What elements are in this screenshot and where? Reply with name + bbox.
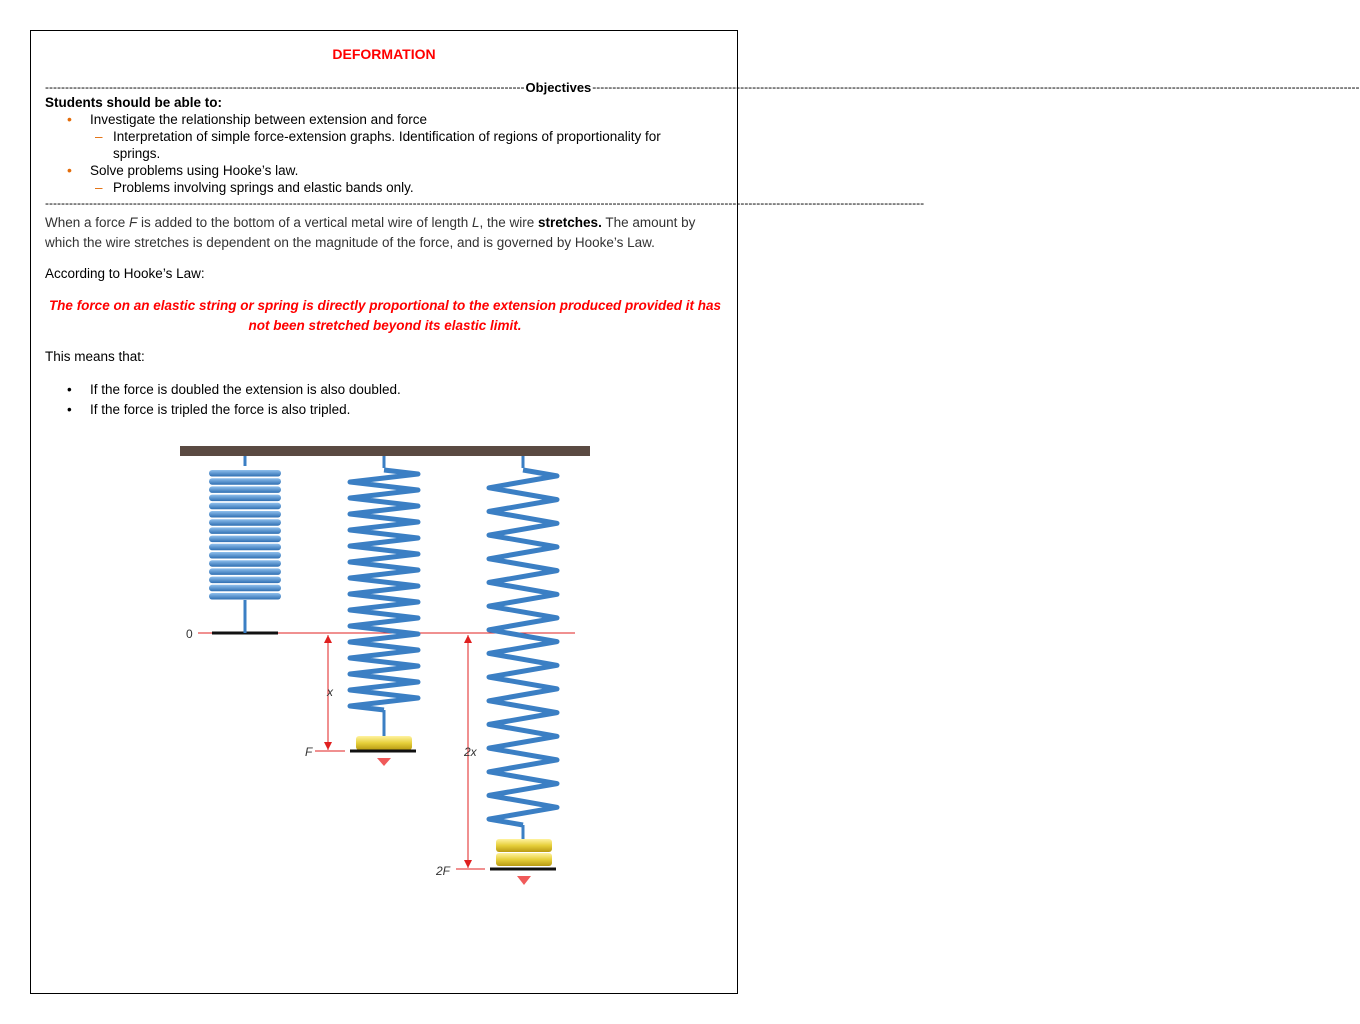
spring-coil xyxy=(209,577,281,584)
page-title: DEFORMATION xyxy=(332,46,436,62)
extension-2x-marker xyxy=(435,635,485,878)
spring-coil xyxy=(209,585,281,592)
according-text: According to Hooke’s Law: xyxy=(45,266,205,281)
objective-subitem xyxy=(45,128,705,162)
dash-icon: – xyxy=(95,129,103,144)
weight-2f-bottom xyxy=(496,853,552,866)
objective-subtext: Problems involving springs and elastic bands only. xyxy=(113,180,414,195)
point-item: • If the force is tripled the force is also tripled. xyxy=(45,400,401,420)
spring-force-2f xyxy=(489,456,557,885)
hookes-law-statement: The force on an elastic string or spring is directly proportional to the extension produced provided it has not been stretched beyond its elastic limit. xyxy=(48,298,722,333)
objective-item xyxy=(45,111,705,128)
objective-text: Solve problems using Hooke’s law. xyxy=(90,163,299,178)
means-text: This means that: xyxy=(45,349,145,364)
dash-icon: – xyxy=(95,180,103,195)
spring-coil xyxy=(209,527,281,534)
label-2x: 2x xyxy=(464,745,477,759)
objectives-label: Objectives xyxy=(525,79,592,95)
spring-coil xyxy=(209,486,281,493)
points-list xyxy=(45,380,401,420)
label-2f: 2F xyxy=(436,864,451,878)
spring-coil xyxy=(209,536,281,543)
spring-coil xyxy=(209,470,281,477)
label-x: x xyxy=(327,685,333,699)
bullet-icon: • xyxy=(67,111,72,127)
spring-coil xyxy=(209,495,281,502)
objectives-list xyxy=(45,111,705,196)
springs-figure xyxy=(170,440,600,900)
intro-paragraph: When a force F is added to the bottom of a vertical metal wire of length L, the wire stretches. The amount by which the wire stretches is dependent on the magnitude of the force, and is governed by Hooke’s Law. xyxy=(45,215,696,250)
ceiling-beam xyxy=(180,446,590,456)
spring-coil xyxy=(209,503,281,510)
spring-coil xyxy=(209,478,281,485)
label-zero: 0 xyxy=(186,627,193,641)
section-divider: ---------------------------------------------------------------------------------------------------------------------------------------------------------------------------------------------------------------------------- xyxy=(45,196,925,210)
spring-coil xyxy=(209,519,281,526)
spring-coil xyxy=(209,544,281,551)
objective-text: Investigate the relationship between extension and force xyxy=(90,112,427,127)
bullet-icon: • xyxy=(67,402,72,417)
arrow-down-icon xyxy=(517,876,531,885)
spring-coil xyxy=(209,511,281,518)
label-f: F xyxy=(305,745,313,759)
point-item: • If the force is doubled the extension is also doubled. xyxy=(45,380,401,400)
dash-fill-left: ------------------------------------------------------------------------------------------------------------------------ xyxy=(45,80,525,94)
weight-f xyxy=(356,736,412,750)
spring-coil xyxy=(209,560,281,567)
weight-2f-top xyxy=(496,839,552,852)
objectives-divider xyxy=(45,78,1360,96)
objective-subtext: Interpretation of simple force-extension graphs. Identification of regions of proportionality for springs. xyxy=(113,129,661,161)
bullet-icon: • xyxy=(67,382,72,397)
objective-item xyxy=(45,162,705,179)
arrow-down-icon xyxy=(377,758,391,766)
spring-coil xyxy=(209,568,281,575)
spring-coil xyxy=(209,593,281,600)
spring-force-f xyxy=(350,456,418,766)
extension-x-marker xyxy=(305,635,345,759)
spring-unstretched xyxy=(209,456,281,633)
dash-fill-right: ------------------------------------------------------------------------------------------------------------------------------------------------------------------------------------------------ xyxy=(592,80,1360,94)
bullet-icon: • xyxy=(67,162,72,178)
objective-subitem xyxy=(45,179,705,196)
spring-coil xyxy=(209,552,281,559)
objectives-intro: Students should be able to: xyxy=(45,95,223,110)
